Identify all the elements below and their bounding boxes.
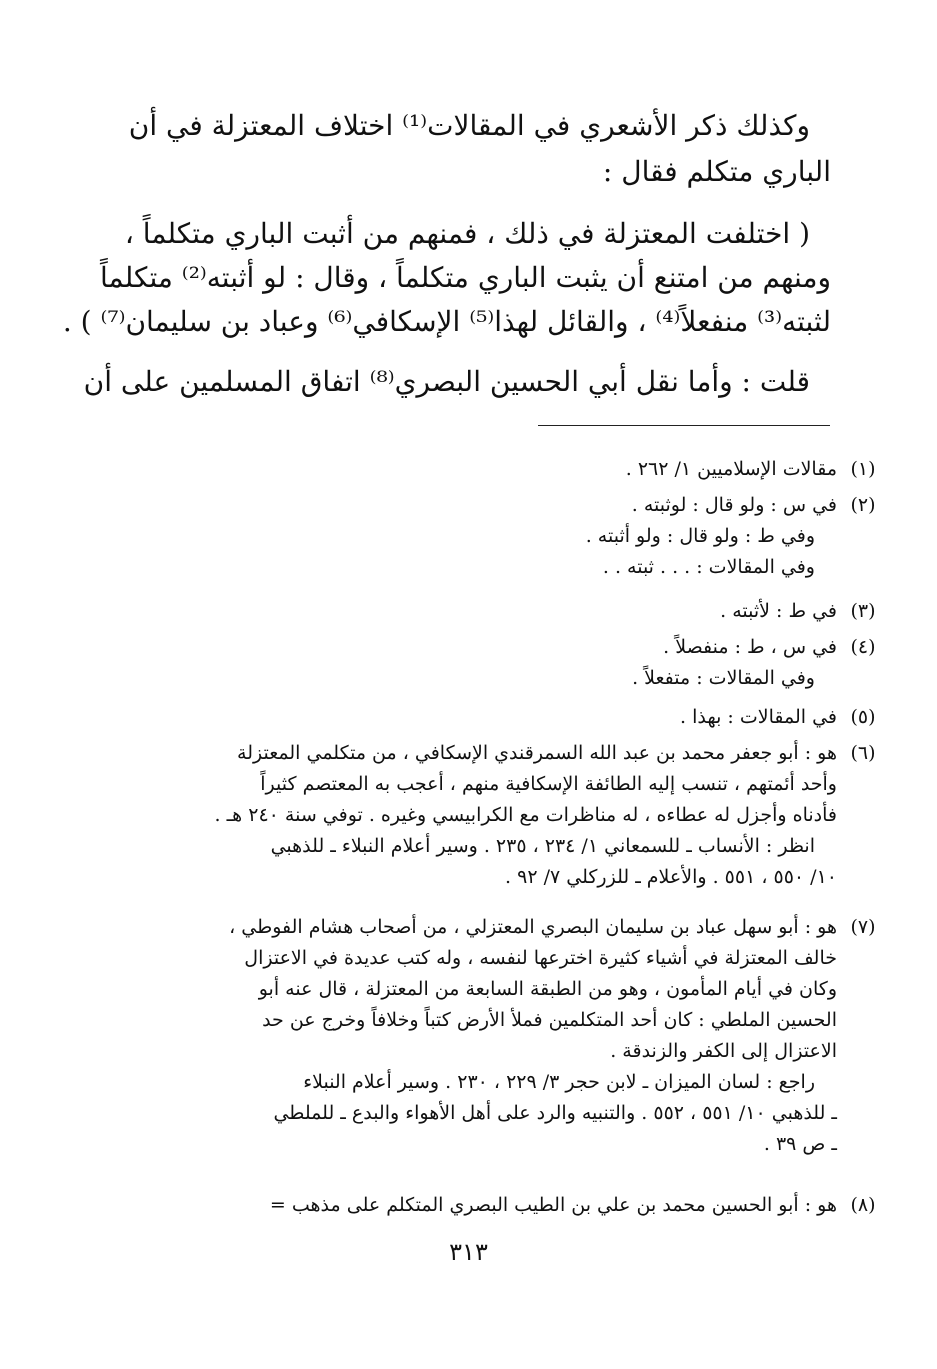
footnote-line: وفي ط : ولو قال : ولو أثبته . — [585, 525, 815, 547]
footnote-line: ١٠/ ٥٥٠ ، ٥٥١ . والأعلام ـ للزركلي ٧/ ٩٢ . — [505, 866, 837, 888]
footnote-line: وفي المقالات : متفعلاً . — [632, 667, 815, 689]
footnote-line: وأحد أئمتهم ، تنسب إليه الطائفة الإسكافية منهم ، أعجب به المعتصم كثيراً — [260, 773, 837, 795]
footnote-number: (٣) — [850, 600, 876, 622]
main-text-line-6: قلت : وأما نقل أبي الحسين البصري⁽⁸⁾ اتفاق المسلمين على أن — [83, 365, 810, 398]
footnote-line: راجع : لسان الميزان ـ لابن حجر ٣/ ٢٢٩ ، ٢٣٠ . وسير أعلام النبلاء — [303, 1071, 815, 1093]
footnote-line: في المقالات : بهذا . — [680, 706, 837, 728]
footnote-line: في س ، ط : منفصلاً . — [663, 636, 837, 658]
footnote-number: (٧) — [850, 916, 876, 938]
footnote-divider — [538, 425, 830, 426]
footnote-number: (١) — [850, 458, 876, 480]
main-text-line-2: الباري متكلم فقال : — [602, 155, 831, 188]
footnote-line: فأدناه وأجزل له عطاءه ، له مناظرات مع الكرابيسي وغيره . توفي سنة ٢٤٠ هـ . — [214, 804, 837, 826]
footnote-line: ـ للذهبي ١٠/ ٥٥١ ، ٥٥٢ . والتنبيه والرد على أهل الأهواء والبدع ـ للملطي — [273, 1102, 837, 1124]
main-text-line-3: ( اختلفت المعتزلة في ذلك ، فمنهم من أثبت الباري متكلماً ، — [124, 217, 810, 250]
footnote-line: الحسين الملطي : كان أحد المتكلمين فملأ الأرض كتباً وخلافاً وخرج عن حد — [262, 1009, 837, 1031]
main-text-line-5: لثبته⁽³⁾ منفعلاً⁽⁴⁾ ، والقائل لهذا⁽⁵⁾ الإسكافي⁽⁶⁾ وعباد بن سليمان⁽⁷⁾ ) . — [62, 305, 831, 338]
footnote-line: مقالات الإسلاميين ١/ ٢٦٢ . — [625, 458, 837, 480]
main-text-line-4: ومنهم من امتنع أن يثبت الباري متكلماً ، وقال : لو أثبته⁽²⁾ متكلماً — [100, 261, 831, 294]
footnote-5 — [130, 702, 876, 733]
page-number: ٣١٣ — [449, 1238, 488, 1266]
footnote-line: هو : أبو سهل عباد بن سليمان البصري المعتزلي ، من أصحاب هشام الفوطي ، — [229, 916, 837, 938]
footnote-4 — [130, 632, 876, 694]
footnote-line: في ط : لأثبته . — [720, 600, 837, 622]
footnote-2 — [130, 490, 876, 583]
footnote-line: انظر : الأنساب ـ للسمعاني ١/ ٢٣٤ ، ٢٣٥ . وسير أعلام النبلاء ـ للذهبي — [270, 835, 815, 857]
footnote-7 — [130, 912, 876, 1160]
footnote-line: وفي المقالات : . . . ثبته . . — [602, 556, 815, 578]
footnote-3 — [130, 596, 876, 627]
footnote-line: في س : ولو قال : لوثبته . — [631, 494, 837, 516]
footnote-line: ـ ص ٣٩ . — [763, 1133, 837, 1155]
footnote-8 — [130, 1190, 876, 1221]
footnote-line: الاعتزال إلى الكفر والزندقة . — [610, 1040, 837, 1062]
footnote-number: (٨) — [850, 1194, 876, 1216]
footnote-line: خالف المعتزلة في أشياء كثيرة اخترعها لنفسه ، وله كتب عديدة في الاعتزال — [244, 947, 837, 969]
footnote-line: هو : أبو جعفر محمد بن عبد الله السمرقندي الإسكافي ، من متكلمي المعتزلة — [237, 742, 837, 764]
footnote-1 — [130, 454, 876, 485]
footnote-number: (٦) — [850, 742, 876, 764]
footnote-number: (٥) — [850, 706, 876, 728]
footnote-number: (٢) — [850, 494, 876, 516]
footnote-line: وكان في أيام المأمون ، وهو من الطبقة السابعة من المعتزلة ، قال عنه أبو — [258, 978, 837, 1000]
footnote-number: (٤) — [850, 636, 876, 658]
footnote-line: هو : أبو الحسين محمد بن علي بن الطيب البصري المتكلم على مذهب = — [269, 1194, 837, 1216]
footnote-6 — [130, 738, 876, 893]
main-text-line-1: وكذلك ذكر الأشعري في المقالات⁽¹⁾ اختلاف المعتزلة في أن — [128, 109, 810, 142]
